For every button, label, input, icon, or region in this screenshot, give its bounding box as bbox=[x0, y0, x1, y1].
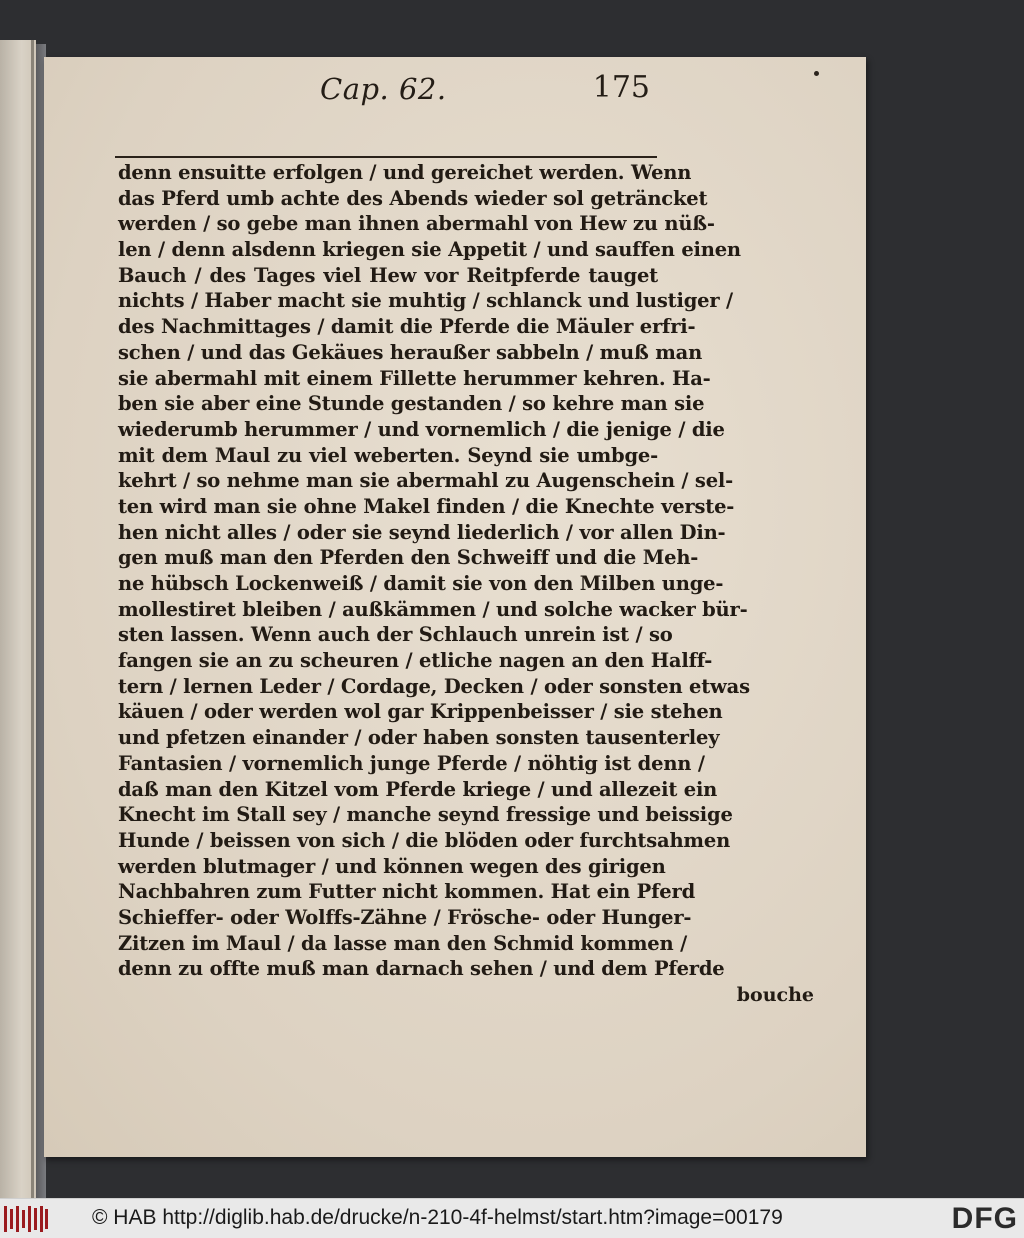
text-line: das Pferd umb achte des Abends wieder sol geträncket bbox=[118, 186, 708, 210]
dfg-logo: DFG bbox=[951, 1202, 1018, 1235]
text-line: mollestiret bleiben / außkämmen / und solche wacker bür- bbox=[118, 597, 748, 621]
text-line: nichts / Haber macht sie muhtig / schlanck und lustiger / bbox=[118, 289, 733, 313]
text-line: Schieffer- oder Wolffs-Zähne / Frösche- oder Hunger- bbox=[118, 905, 692, 929]
footer-bar bbox=[0, 1198, 1024, 1238]
text-line: hen nicht alles / oder sie seynd liederlich / vor allen Din- bbox=[118, 520, 726, 544]
running-header bbox=[120, 68, 660, 108]
text-line: denn zu offte muß man darnach sehen / und dem Pferde bbox=[118, 957, 725, 981]
text-line: daß man den Kitzel vom Pferde kriege / und allezeit ein bbox=[118, 777, 718, 801]
body-text bbox=[118, 160, 750, 982]
source-link[interactable]: © HAB http://diglib.hab.de/drucke/n-210-4f-helmst/start.htm?image=00179 bbox=[92, 1206, 783, 1229]
text-line: schen / und das Gekäues heraußer sabbeln / muß man bbox=[118, 340, 703, 364]
text-line: gen muß man den Pferden den Schweiff und die Meh- bbox=[118, 546, 699, 570]
chapter-heading: Cap. 62. bbox=[320, 72, 447, 106]
header-rule bbox=[115, 156, 657, 158]
text-line: Fantasien / vornemlich junge Pferde / nöhtig ist denn / bbox=[118, 751, 705, 775]
text-line: sten lassen. Wenn auch der Schlauch unrein ist / so bbox=[118, 623, 673, 647]
hab-logo-icon bbox=[4, 1206, 48, 1232]
text-line: Hunde / beissen von sich / die blöden oder furchtsahmen bbox=[118, 828, 731, 852]
previous-page-edge bbox=[0, 40, 36, 1198]
text-line: wiederumb herummer / und vornemlich / die jenige / die bbox=[118, 417, 725, 441]
text-line: Knecht im Stall sey / manche seynd fressige und beissige bbox=[118, 803, 733, 827]
text-line: tern / lernen Leder / Cordage, Decken / oder sonsten etwas bbox=[118, 674, 750, 698]
text-line: Nachbahren zum Futter nicht kommen. Hat ein Pferd bbox=[118, 880, 696, 904]
text-line: denn ensuitte erfolgen / und gereichet werden. Wenn bbox=[118, 161, 692, 184]
text-line: ben sie aber eine Stunde gestanden / so kehre man sie bbox=[118, 392, 705, 416]
text-line: len / denn alsdenn kriegen sie Appetit / und sauffen einen bbox=[118, 238, 741, 262]
catchword: bouche bbox=[736, 984, 814, 1006]
page-number: 175 bbox=[592, 70, 650, 105]
text-line: Bauch / des Tages viel Hew vor Reitpferde tauget bbox=[118, 263, 658, 287]
text-line: fangen sie an zu scheuren / etliche nagen an den Halff- bbox=[118, 649, 713, 673]
page-edge-line bbox=[31, 40, 34, 1198]
text-line: und pfetzen einander / oder haben sonsten tausenterley bbox=[118, 726, 720, 750]
text-line: werden / so gebe man ihnen abermahl von Hew zu nüß- bbox=[118, 212, 715, 236]
text-line: sie abermahl mit einem Fillette herummer kehren. Ha- bbox=[118, 366, 711, 390]
text-line: Zitzen im Maul / da lasse man den Schmid kommen / bbox=[118, 931, 688, 955]
text-line: käuen / oder werden wol gar Krippenbeisser / sie stehen bbox=[118, 700, 723, 724]
text-line: werden blutmager / und können wegen des girigen bbox=[118, 854, 666, 878]
text-line: mit dem Maul zu viel weberten. Seynd sie umbge- bbox=[118, 443, 658, 467]
ink-spot bbox=[814, 71, 819, 76]
text-line: ten wird man sie ohne Makel finden / die Knechte verste- bbox=[118, 494, 735, 518]
text-line: ne hübsch Lockenweiß / damit sie von den Milben unge- bbox=[118, 572, 724, 595]
text-line: kehrt / so nehme man sie abermahl zu Augenschein / sel- bbox=[118, 469, 734, 493]
text-line: des Nachmittages / damit die Pferde die Mäuler erfri- bbox=[118, 315, 696, 339]
